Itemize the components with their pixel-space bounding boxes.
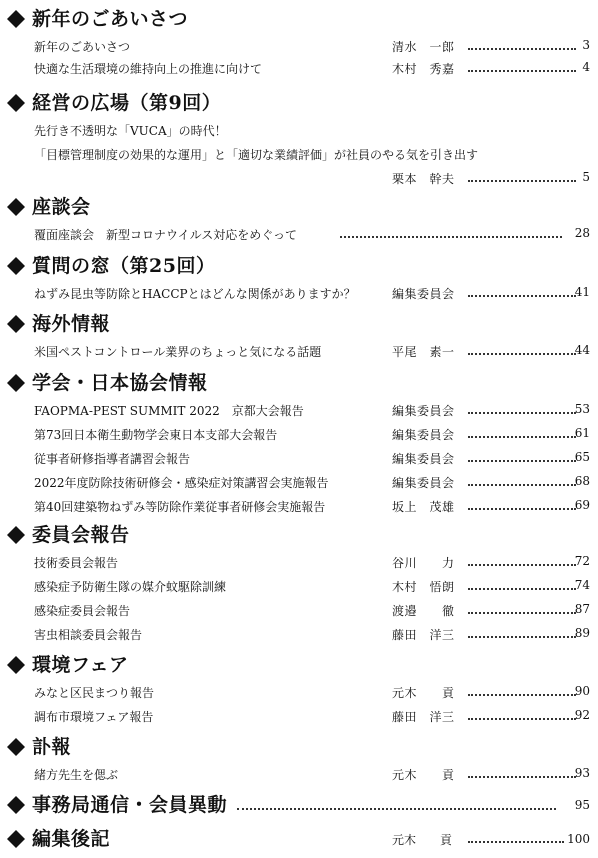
entry-title: 技術委員会報告 <box>34 556 119 570</box>
diamond-bullet-icon <box>6 795 26 815</box>
entry-author: 栗本 幹夫 <box>392 172 455 186</box>
section-heading <box>0 652 598 678</box>
dot-leader <box>468 460 576 462</box>
entry-page: 93 <box>574 766 590 780</box>
entry-title: 第73回日本衛生動物学会東日本支部大会報告 <box>34 428 278 442</box>
entry-page: 90 <box>574 684 590 698</box>
toc-entry[interactable] <box>0 422 598 446</box>
diamond-bullet-icon <box>6 737 26 757</box>
section-title: 海外情報 <box>32 313 111 335</box>
entry-author: 編集委員会 <box>392 287 455 301</box>
entry-page: 68 <box>574 474 590 488</box>
section-heading <box>0 370 598 396</box>
entry-title: 第40回建築物ねずみ等防除作業従事者研修会実施報告 <box>34 500 326 514</box>
toc-entry[interactable] <box>0 281 598 305</box>
toc-entry[interactable] <box>0 762 598 786</box>
dot-leader <box>237 808 556 810</box>
entry-author: 元木 貢 <box>392 768 455 782</box>
entry-page: 61 <box>574 426 590 440</box>
section-heading[interactable] <box>0 792 598 818</box>
entry-title: 調布市環境フェア報告 <box>34 710 154 724</box>
entry-title: 快適な生活環境の維持向上の推進に向けて <box>34 62 263 76</box>
section-heading <box>0 311 598 337</box>
entry-author: 木村 悟朗 <box>392 580 455 594</box>
section-heading <box>0 194 598 220</box>
entry-page: 87 <box>574 602 590 616</box>
toc-section <box>0 90 598 190</box>
entry-author: 藤田 洋三 <box>392 710 455 724</box>
toc-entry[interactable] <box>0 494 598 518</box>
section-author: 元木 貢 <box>392 832 453 847</box>
section-title: 訃報 <box>32 736 72 758</box>
entry-title: 緒方先生を偲ぶ <box>34 768 119 782</box>
entry-title: 米国ペストコントロール業界のちょっと気になる話題 <box>34 345 322 359</box>
dot-leader <box>468 180 576 182</box>
toc-entry-subtitle <box>0 118 598 142</box>
diamond-bullet-icon <box>6 9 26 29</box>
entry-page: 72 <box>574 554 590 568</box>
entry-page: 65 <box>574 450 590 464</box>
entry-author: 木村 秀嘉 <box>392 62 455 76</box>
diamond-bullet-icon <box>6 197 26 217</box>
entry-author: 谷川 力 <box>392 556 455 570</box>
toc-entry[interactable] <box>0 598 598 622</box>
dot-leader <box>468 776 576 778</box>
entry-author: 坂上 茂雄 <box>392 500 455 514</box>
dot-leader <box>468 295 576 297</box>
diamond-bullet-icon <box>6 314 26 334</box>
entry-page: 44 <box>574 343 590 357</box>
entry-page: 41 <box>574 285 590 299</box>
diamond-bullet-icon <box>6 655 26 675</box>
dot-leader <box>468 436 576 438</box>
entry-page: 5 <box>582 170 590 184</box>
dot-leader <box>468 718 576 720</box>
entry-title: 感染症予防衛生隊の媒介蚊駆除訓練 <box>34 580 227 594</box>
entry-page: 92 <box>574 708 590 722</box>
entry-page: 53 <box>574 402 590 416</box>
toc-entry[interactable] <box>0 339 598 363</box>
toc-entry[interactable] <box>0 622 598 646</box>
entry-author: 清水 一郎 <box>392 40 455 54</box>
entry-title: みなと区民まつり報告 <box>34 686 155 700</box>
section-heading <box>0 253 598 279</box>
entry-title: 新年のごあいさつ <box>34 40 131 54</box>
entry-page: 28 <box>574 226 590 240</box>
diamond-bullet-icon <box>6 93 26 113</box>
section-title: 事務局通信・会員異動 <box>32 794 228 816</box>
entry-author: 藤田 洋三 <box>392 628 455 642</box>
toc-section <box>0 370 598 518</box>
dot-leader <box>468 70 576 72</box>
dot-leader <box>468 588 576 590</box>
entry-page: 4 <box>582 60 590 74</box>
entry-title: ねずみ昆虫等防除とHACCPとはどんな関係がありますか？ <box>34 287 356 301</box>
entry-author: 渡邉 徹 <box>392 604 455 618</box>
section-heading <box>0 90 598 116</box>
entry-title: 2022年度防除技術研修会・感染症対策講習会実施報告 <box>34 476 329 490</box>
dot-leader <box>468 841 564 843</box>
toc-section <box>0 522 598 646</box>
diamond-bullet-icon <box>6 829 26 849</box>
section-title: 編集後記 <box>32 828 111 850</box>
dot-leader <box>468 353 576 355</box>
dot-leader <box>468 484 576 486</box>
toc-entry[interactable] <box>0 398 598 422</box>
diamond-bullet-icon <box>6 373 26 393</box>
diamond-bullet-icon <box>6 256 26 276</box>
entry-author: 編集委員会 <box>392 452 455 466</box>
entry-page: 89 <box>574 626 590 640</box>
entry-title: 覆面座談会 新型コロナウイルス対応をめぐって <box>34 228 298 242</box>
dot-leader <box>468 412 576 414</box>
section-title: 座談会 <box>32 196 91 218</box>
toc-entry[interactable] <box>0 680 598 704</box>
section-title: 経営の広場（第9回） <box>32 92 222 114</box>
toc-entry[interactable] <box>0 550 598 574</box>
diamond-bullet-icon <box>6 525 26 545</box>
section-heading <box>0 6 598 32</box>
entry-page: 3 <box>582 38 590 52</box>
toc-entry[interactable] <box>0 56 598 80</box>
entry-author: 平尾 素一 <box>392 345 455 359</box>
entry-title: 「目標管理制度の効果的な運用」と「適切な業績評価」が社員のやる気を引き出す <box>34 148 479 162</box>
dot-leader <box>468 694 576 696</box>
section-title: 委員会報告 <box>32 524 130 546</box>
section-title: 学会・日本協会情報 <box>32 372 208 394</box>
dot-leader <box>468 636 576 638</box>
entry-title: 従事者研修指導者講習会報告 <box>34 452 191 466</box>
section-title: 新年のごあいさつ <box>32 8 189 30</box>
toc-section <box>0 792 598 818</box>
entry-page: 74 <box>574 578 590 592</box>
toc-entry[interactable] <box>0 574 598 598</box>
toc-section <box>0 311 598 363</box>
toc-section <box>0 734 598 786</box>
toc-section <box>0 6 598 80</box>
entry-title: 先行き不透明な「VUCA」の時代！ <box>34 124 227 138</box>
entry-author: 編集委員会 <box>392 476 455 490</box>
section-title: 環境フェア <box>32 654 129 676</box>
section-heading[interactable] <box>0 826 598 852</box>
toc-section <box>0 194 598 246</box>
dot-leader <box>468 564 576 566</box>
entry-author: 編集委員会 <box>392 428 455 442</box>
entry-title: 感染症委員会報告 <box>34 604 131 618</box>
section-page: 95 <box>574 798 590 812</box>
section-title: 質問の窓（第25回） <box>32 255 216 277</box>
toc-entry-subtitle <box>0 142 598 166</box>
toc-entry[interactable] <box>0 222 598 246</box>
dot-leader <box>468 48 576 50</box>
dot-leader <box>468 612 576 614</box>
toc-section <box>0 826 598 852</box>
toc-section <box>0 652 598 728</box>
toc-entry[interactable] <box>0 704 598 728</box>
dot-leader <box>340 236 562 238</box>
dot-leader <box>468 508 576 510</box>
section-heading <box>0 522 598 548</box>
entry-title: 害虫相談委員会報告 <box>34 628 143 642</box>
entry-title: FAOPMA-PEST SUMMIT 2022 京都大会報告 <box>34 404 304 418</box>
toc-entry[interactable] <box>0 446 598 470</box>
entry-page: 69 <box>574 498 590 512</box>
toc-section <box>0 253 598 305</box>
section-page: 100 <box>567 832 590 846</box>
entry-author: 元木 貢 <box>392 686 455 700</box>
entry-author: 編集委員会 <box>392 404 455 418</box>
toc-entry[interactable] <box>0 470 598 494</box>
section-heading <box>0 734 598 760</box>
toc-entry[interactable] <box>0 34 598 58</box>
toc-entry[interactable] <box>0 166 598 190</box>
